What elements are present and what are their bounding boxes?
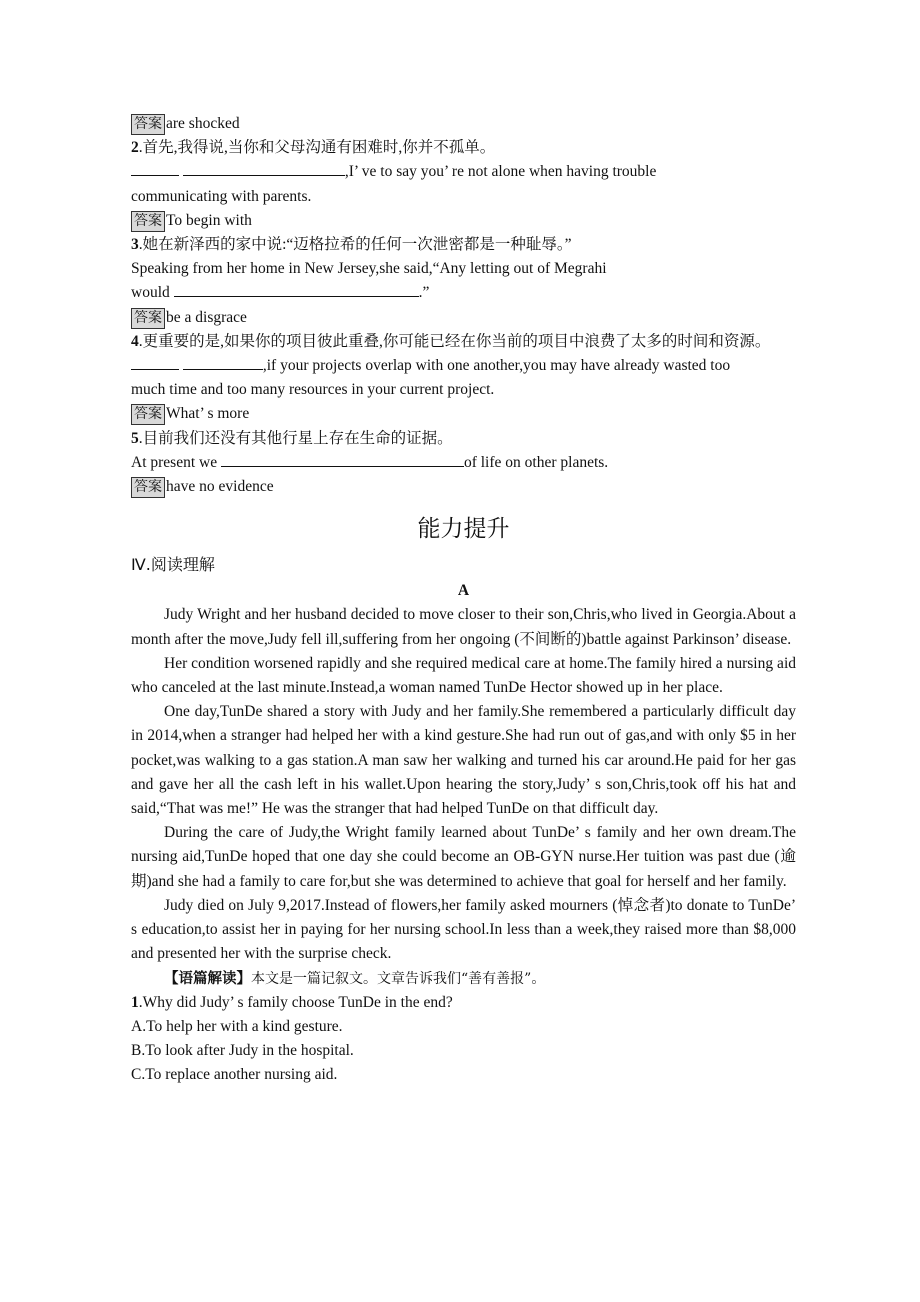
q4-chinese-text: .更重要的是,如果你的项目彼此重叠,你可能已经在你当前的项目中浪费了太多的时间和资源。 [138, 332, 771, 350]
passage-note [131, 967, 796, 991]
q2-number: 2 [131, 139, 139, 157]
q3-answer: be a disgrace [166, 308, 247, 326]
q5-english-line [131, 451, 796, 475]
q5-number: 5 [131, 429, 139, 447]
passage-paragraph: Judy died on July 9,2017.Instead of flowers,her family asked mourners (悼念者)to donate to TunDe’ s education,to assist her in paying for her nursing school.In less than a week,they raised more than $8,000 and presented her with the surprise check. [131, 896, 796, 963]
q4-answer-line [131, 402, 796, 426]
q3-english-text2a: would [131, 284, 174, 302]
q2-chinese-text: .首先,我得说,当你和父母沟通有困难时,你并不孤单。 [138, 139, 496, 157]
answer-badge: 答案 [131, 404, 165, 425]
q2-blank-2[interactable] [183, 160, 345, 176]
q4-chinese [131, 330, 796, 354]
q5-chinese-text: .目前我们还没有其他行星上存在生命的证据。 [138, 429, 453, 447]
passage-label: A [457, 582, 470, 600]
section-title: Ⅳ.阅读理解 [131, 555, 215, 575]
q4-blank-2[interactable] [183, 354, 263, 370]
q4-number: 4 [131, 332, 139, 350]
q2-english-line1 [131, 160, 796, 184]
passage-paragraph: During the care of Judy,the Wright family learned about TunDe’ s family and her own dream.The nursing aid,TunDe hoped that one day she could become an OB-GYN nurse.Her tuition was past due (逾期)and she had a family to care for,but she was determined to achieve that goal for herself and her family. [131, 824, 796, 890]
q2-answer-line [131, 209, 796, 233]
question-1-text: .Why did Judy’ s family choose TunDe in the end? [138, 993, 453, 1011]
q3-chinese [131, 233, 796, 257]
q3-answer-line [131, 306, 796, 330]
q2-english-text1: ,I’ ve to say you’ re not alone when having trouble [344, 163, 657, 181]
q1-answer: are shocked [166, 115, 240, 132]
answer-badge: 答案 [131, 211, 165, 232]
q5-english-text2: of life on other planets. [463, 453, 609, 471]
section-heading: 能力提升 [417, 516, 510, 543]
answer-badge: 答案 [131, 308, 165, 329]
answer-badge: 答案 [131, 114, 165, 135]
q4-english-line1 [131, 354, 796, 378]
q2-answer: To begin with [166, 211, 252, 229]
q4-english-line2: much time and too many resources in your current project. [131, 381, 495, 399]
q5-chinese [131, 427, 796, 451]
q5-blank[interactable] [221, 451, 464, 467]
q2-english-line2: communicating with parents. [131, 187, 312, 205]
q4-blank-1[interactable] [131, 354, 179, 370]
q2-blank-1[interactable] [131, 160, 179, 176]
q4-answer: What’ s more [166, 405, 250, 423]
passage-paragraph: Her condition worsened rapidly and she required medical care at home.The family hired a nursing aid who canceled at the last minute.Instead,a woman named TunDe Hector showed up in her place. [131, 654, 796, 697]
option-a[interactable]: A.To help her with a kind gesture. [131, 1017, 343, 1035]
question-1-number: 1 [131, 993, 139, 1011]
q3-english-text2b: .” [418, 284, 430, 302]
note-label: 【语篇解读】 [164, 970, 251, 987]
option-c[interactable]: C.To replace another nursing aid. [131, 1066, 338, 1084]
passage-paragraph: Judy Wright and her husband decided to move closer to their son,Chris,who lived in Georgia.About a month after the move,Judy fell ill,suffering from her ongoing (不间断的)battle against Parkinson’ disease. [131, 606, 796, 648]
q5-english-text1: At present we [131, 453, 221, 471]
content [131, 112, 796, 1088]
q3-chinese-text: .她在新泽西的家中说:“迈格拉希的任何一次泄密都是一种耻辱。” [138, 236, 572, 254]
q5-answer-line [131, 475, 796, 499]
option-b[interactable]: B.To look after Judy in the hospital. [131, 1042, 354, 1060]
q1-answer-line [131, 112, 796, 136]
q3-english-line2 [131, 281, 796, 305]
q5-answer: have no evidence [166, 478, 274, 496]
q3-number: 3 [131, 236, 139, 254]
q2-chinese [131, 136, 796, 160]
note-text: 本文是一篇记叙文。文章告诉我们“善有善报”。 [251, 970, 546, 987]
passage-paragraph: One day,TunDe shared a story with Judy and her family.She remembered a particularly difficult day in 2014,when a stranger had helped her with a kind gesture.She had run out of gas,and with only $5 in her pocket,was walking to a gas station.A man saw her walking and turned his car around.He paid for her gas and gave her all the cash left in his wallet.Upon hearing the story,Judy’ s son,Chris,took off his hat and said,“That was me!” He was the stranger that had helped TunDe on that difficult day. [131, 703, 796, 818]
answer-badge: 答案 [131, 477, 165, 498]
q3-blank[interactable] [174, 281, 419, 297]
question-1 [131, 991, 796, 1015]
q3-english-line1: Speaking from her home in New Jersey,she said,“Any letting out of Megrahi [131, 260, 607, 278]
q4-english-text1: ,if your projects overlap with one another,you may have already wasted too [262, 357, 731, 375]
